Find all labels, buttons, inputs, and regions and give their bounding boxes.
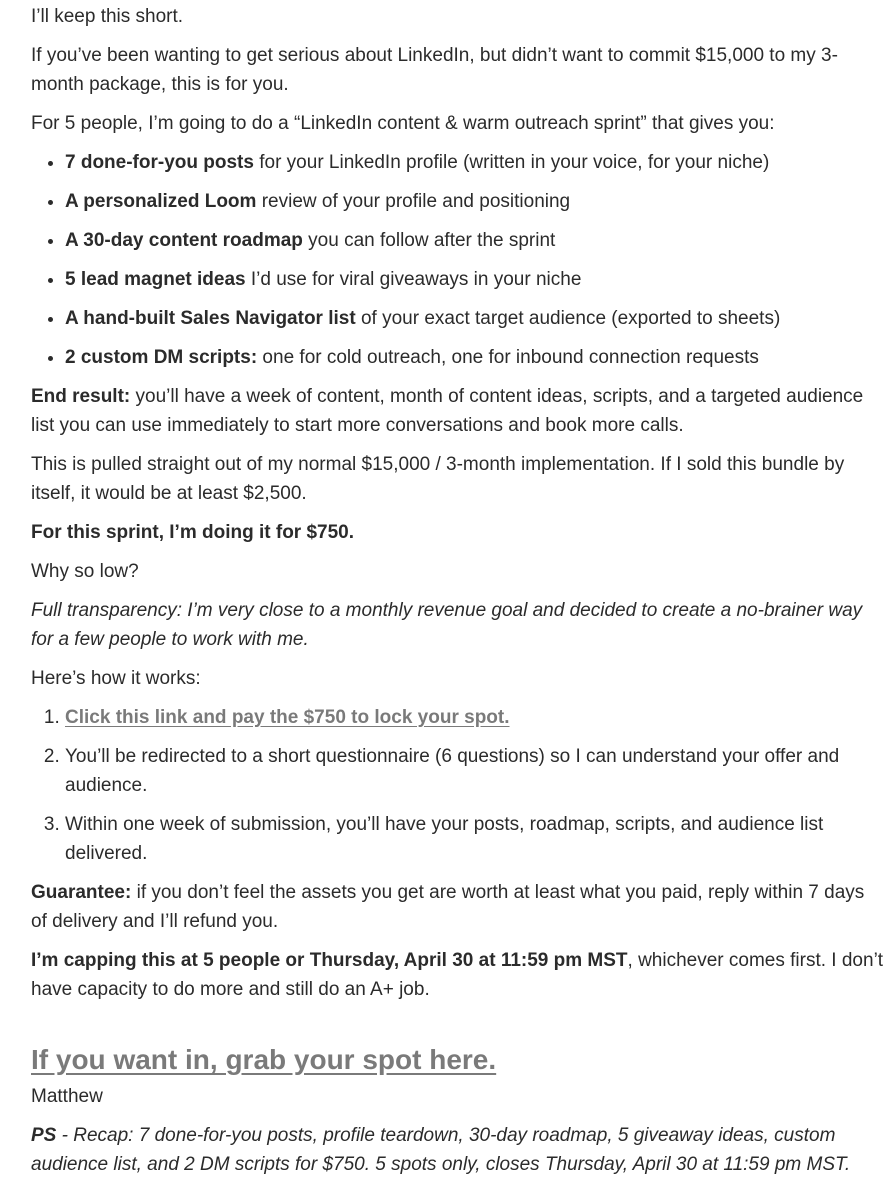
- capping-paragraph: [31, 946, 885, 1004]
- list-item-bold: 7 done-for-you posts: [65, 152, 254, 173]
- steps-list: [31, 703, 885, 868]
- list-item-bold: 2 custom DM scripts:: [65, 347, 258, 368]
- pay-link[interactable]: Click this link and pay the $750 to lock your spot.: [65, 707, 510, 728]
- ps-label: PS: [31, 1125, 57, 1146]
- guarantee-paragraph: [31, 878, 885, 936]
- guarantee-label: Guarantee:: [31, 882, 132, 903]
- list-item: [65, 343, 885, 372]
- list-item: [65, 304, 885, 333]
- list-item-text: review of your profile and positioning: [256, 191, 571, 212]
- signature: Matthew: [31, 1086, 103, 1107]
- deliverables-list: [31, 148, 885, 372]
- list-item-bold: A 30-day content roadmap: [65, 230, 303, 251]
- list-item-text: you can follow after the sprint: [302, 230, 556, 251]
- list-item-bold: A hand-built Sales Navigator list: [65, 308, 356, 329]
- list-item-text: for your LinkedIn profile (written in your voice, for your niche): [253, 152, 770, 173]
- step-item: [65, 703, 885, 732]
- capping-bold: I’m capping this at 5 people or Thursday, April 30 at 11:59 pm MST: [31, 950, 628, 971]
- capping-text: , whichever comes first. I don’t have capacity to do more and still do an A+ job.: [31, 950, 884, 1000]
- list-item: [65, 265, 885, 294]
- offer-paragraph: If you’ve been wanting to get serious about LinkedIn, but didn’t want to commit $15,000 to my 3-month package, this is for you.: [31, 45, 838, 95]
- grab-spot-link[interactable]: If you want in, grab your spot here.: [31, 1044, 497, 1075]
- guarantee-text: if you don’t feel the assets you get are worth at least what you paid, reply within 7 days of delivery and I’ll refund you.: [31, 882, 865, 932]
- end-result-label: End result:: [31, 386, 131, 407]
- end-result-paragraph: [31, 382, 885, 440]
- list-item-bold: A personalized Loom: [65, 191, 257, 212]
- why-question: Why so low?: [31, 561, 139, 582]
- price-line: [31, 518, 885, 547]
- how-it-works-heading: Here’s how it works:: [31, 668, 201, 689]
- end-result-text: you’ll have a week of content, month of content ideas, scripts, and a targeted audience list you can use immediately to start more conversations and book more calls.: [31, 386, 864, 436]
- step-item: 3. Within one week of submission, you’ll have your posts, roadmap, scripts, and audience list delivered.: [65, 810, 885, 868]
- ps-paragraph: [31, 1121, 885, 1179]
- list-item: [65, 148, 885, 177]
- list-item-text: of your exact target audience (exported to sheets): [355, 308, 781, 329]
- step-item: 2. You’ll be redirected to a short questionnaire (6 questions) so I can understand your offer and audience.: [65, 742, 885, 800]
- value-paragraph: This is pulled straight out of my normal $15,000 / 3-month implementation. If I sold this bundle by itself, it would be at least $2,500.: [31, 454, 845, 504]
- list-item-text: one for cold outreach, one for inbound connection requests: [257, 347, 759, 368]
- list-item-bold: 5 lead magnet ideas: [65, 269, 246, 290]
- list-item-text: I’d use for viral giveaways in your niche: [245, 269, 582, 290]
- intro-paragraph: I’ll keep this short.: [31, 6, 184, 27]
- ps-text: - Recap: 7 done-for-you posts, profile teardown, 30-day roadmap, 5 giveaway ideas, custom audience list, and 2 DM scripts for $750. 5 spots only, closes Thursday, April 30 at 11:59 pm MST.: [31, 1125, 851, 1175]
- transparency-paragraph: Full transparency: I’m very close to a monthly revenue goal and decided to create a no-brainer way for a few people to work with me.: [31, 600, 863, 650]
- list-item: [65, 226, 885, 255]
- price-line-text: For this sprint, I’m doing it for $750.: [31, 522, 355, 543]
- sprint-intro-paragraph: For 5 people, I’m going to do a “LinkedIn content & warm outreach sprint” that gives you:: [31, 113, 775, 134]
- list-item: [65, 187, 885, 216]
